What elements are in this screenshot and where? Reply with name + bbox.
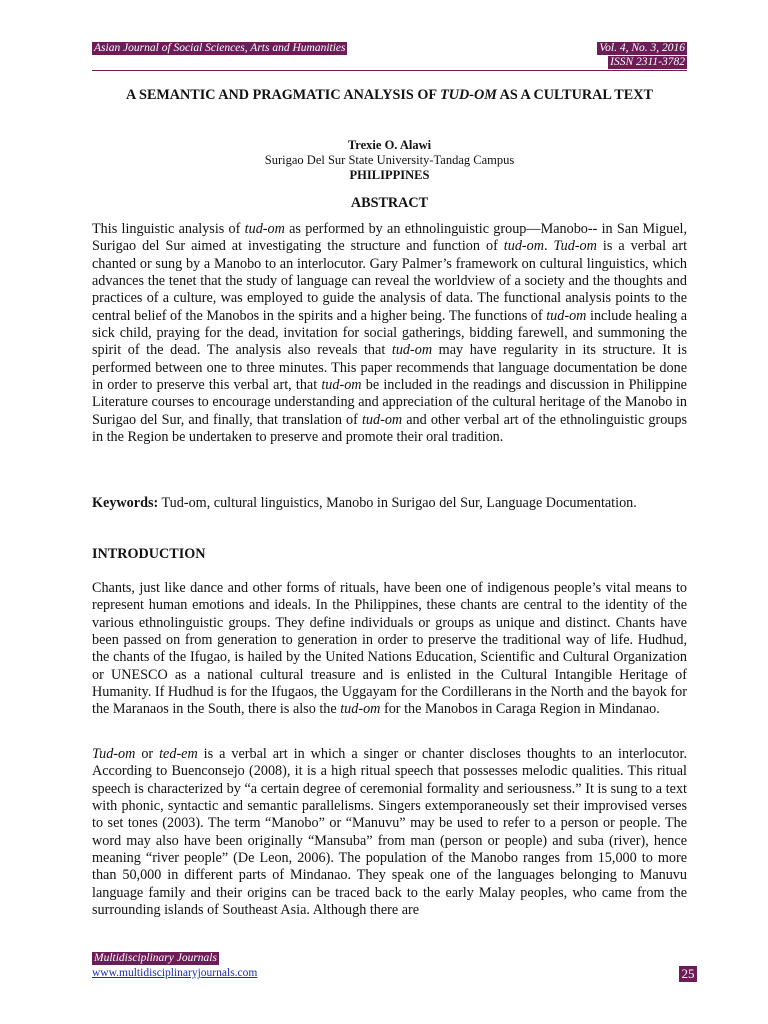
abstract-paragraph bbox=[92, 221, 687, 446]
author-affiliation: Surigao Del Sur State University-Tandag Campus bbox=[264, 153, 515, 167]
intro-text: Chants, just like dance and other forms of rituals, have been one of indigenous people’s vital means to represent human emotions and ideals. In the Philippines, these chants are central to the identity of the various ethnolinguistic groups. They define individuals or groups as unique and distinct. Chants have been passed on from generation to generation in order to preserve the traditional way of life. Hudhud, the chants of the Ifugao, is hailed by the United Nations Education, Scientific and Cultural Organization or UNESCO as a national cultural treasure and is enlisted in the Cultural Intangible Heritage of Humanity. If Hudhud is for the Ifugaos, the Uggayam for the Cordillerans in the North and the bayok for the Maranaos in the South, there is also the bbox=[92, 580, 687, 718]
paper-title bbox=[92, 87, 687, 104]
abstract-text: as performed by an ethnolinguistic group—Manobo-- in San Miguel, Surigao del Sur aimed at investigating the structure and function of bbox=[92, 221, 687, 255]
author-country: PHILIPPINES bbox=[349, 168, 430, 182]
abstract-heading: ABSTRACT bbox=[350, 195, 429, 211]
abstract-text: is a verbal art chanted or sung by a Manobo to an interlocutor. Gary Palmer’s framework on cultural linguistics, which advances the tenet that the study of language can reveal the worldview of a society and the thoughts and practices of a culture, was employed to guide the analysis of data. The functional analysis points to the central belief of the Manobos in the spirits and a higher being. The functions of bbox=[92, 238, 688, 324]
abstract-term: Tud-om bbox=[553, 238, 597, 255]
abstract-text: may have regularity in its structure. It is performed between one to three minutes. This paper recommends that language documentation be done in order to preserve this verbal art, that bbox=[92, 342, 687, 394]
abstract-term: tud-om bbox=[244, 221, 285, 237]
keywords-text: Tud-om, cultural linguistics, Manobo in Surigao del Sur, Language Documentation. bbox=[158, 495, 637, 511]
intro-term: tud-om bbox=[340, 701, 381, 718]
abstract-term: tud-om bbox=[321, 377, 362, 394]
introduction-paragraph-2 bbox=[92, 746, 687, 919]
title-text-after: AS A CULTURAL TEXT bbox=[496, 87, 653, 103]
introduction-paragraph-1 bbox=[92, 580, 687, 719]
page-number: 25 bbox=[679, 966, 697, 982]
intro-term: ted-em bbox=[159, 746, 198, 762]
abstract-term: tud-om bbox=[361, 411, 403, 428]
abstract-text: and other verbal art of the ethnolinguistic groups in the Region be undertaken to preserve and promote their oral tradition. bbox=[92, 411, 687, 446]
intro-text: or bbox=[135, 746, 160, 762]
header-divider bbox=[92, 70, 687, 71]
author-name: Trexie O. Alawi bbox=[347, 138, 432, 152]
journal-title-header: Asian Journal of Social Sciences, Arts and Humanities bbox=[94, 42, 346, 54]
footer-website-link[interactable]: www.multidisciplinaryjournals.com bbox=[92, 967, 258, 979]
abstract-text: include healing a sick child, praying for the dead, invitation for social gatherings, bidding farewell, and summoning the spirit of the dead. The analysis also reveals that bbox=[92, 307, 687, 359]
abstract-term: tud-om bbox=[503, 238, 544, 255]
issn-label: ISSN 2311-3782 bbox=[610, 56, 685, 68]
title-text-before: A SEMANTIC AND PRAGMATIC ANALYSIS OF bbox=[126, 87, 441, 103]
intro-text: for the Manobos in Caraga Region in Mindanao. bbox=[380, 701, 660, 718]
title-text-italic: TUD-OM bbox=[440, 87, 497, 103]
abstract-term: tud-om bbox=[391, 342, 433, 359]
volume-label: Vol. 4, No. 3, 2016 bbox=[599, 42, 685, 54]
footer-journal-name: Multidisciplinary Journals bbox=[94, 952, 217, 964]
keywords-paragraph bbox=[92, 495, 687, 512]
keywords-label: Keywords: bbox=[92, 495, 159, 511]
abstract-text: . bbox=[543, 238, 554, 255]
intro-term: Tud-om bbox=[92, 746, 136, 762]
introduction-heading: INTRODUCTION bbox=[92, 546, 206, 562]
intro-text: is a verbal art in which a singer or chanter discloses thoughts to an interlocutor. According to Buenconsejo (2008), it is a high ritual speech that possesses melodic qualities. This ritual speech is characterized by “a certain degree of ceremonial formality and seriousness.” It is sung to a text with phonic, syntactic and semantic parallelisms. Singers extemporaneously set their improvised verses to set tones (2003). The term “Manobo” or “Manuvu” may be used to refer to a person or people. The word may also have been originally “Mansuba” from man (person or people) and suba (river), hence meaning “river people” (De Leon, 2006). The population of the Manobo ranges from 15,000 to more than 50,000 in different parts of Mindanao. They speak one of the languages belonging to Manuvu language family and their origins can be traced back to the early Malay peoples, who came from the surrounding islands of Southeast Asia. Although there are bbox=[92, 746, 688, 919]
abstract-text: be included in the readings and discussion in Philippine Literature courses to encourage understanding and appreciation of the cultural heritage of the Manobo in Surigao del Sur, and finally, that translation of bbox=[92, 377, 687, 428]
abstract-term: tud-om bbox=[546, 307, 587, 324]
abstract-text: This linguistic analysis of bbox=[92, 221, 245, 237]
author-block bbox=[92, 138, 687, 183]
